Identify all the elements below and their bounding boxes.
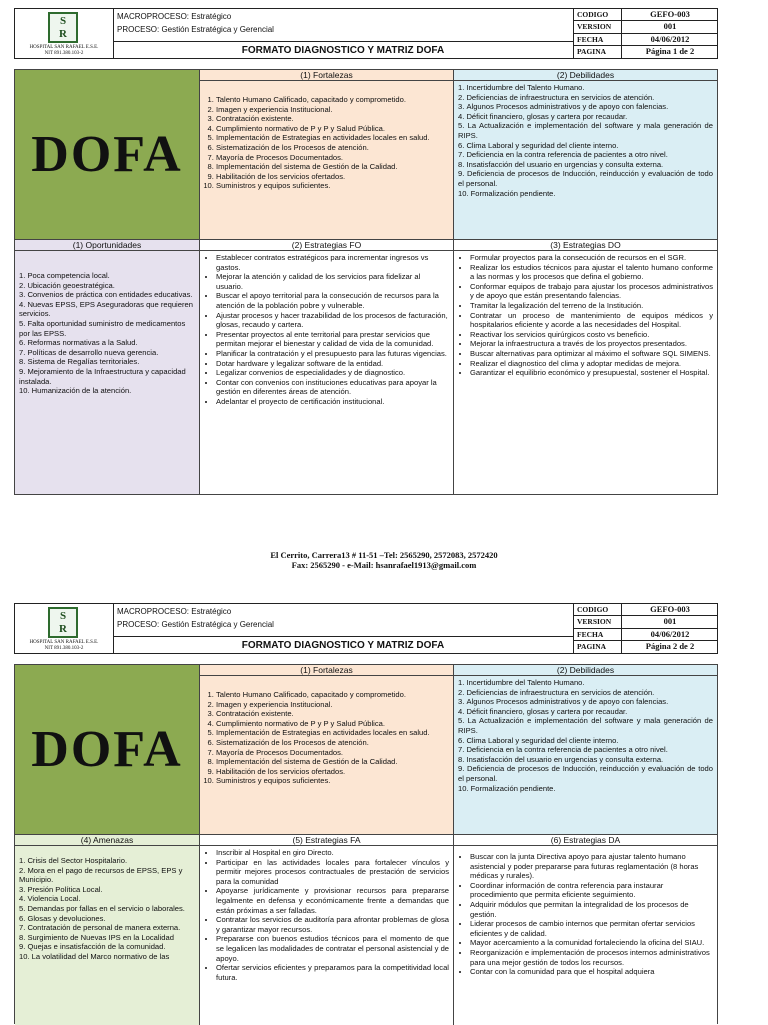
codigo-value: GEFO-003 (621, 9, 718, 20)
list-item: • Realizar los estudios técnicos para ajustar el talento humano conforme a las normas y los procesos que defina el gobierno. (470, 263, 713, 282)
oportunidades-title: (1) Oportunidades (15, 240, 199, 251)
pagina-value: Página 1 de 2 (621, 46, 718, 58)
pagina-value: Página 2 de 2 (621, 641, 718, 653)
hospital-logo: S R HOSPITAL SAN RAFAEL E.S.E. NIT 891.380.103-2 (15, 604, 114, 653)
list-item: 9. Deficiencia de procesos de Inducción, reinducción y evaluación de todo el personal. (458, 764, 713, 783)
list-item: 2. Imagen y experiencia Institucional. (216, 105, 449, 115)
estrategias-fo-list (204, 253, 449, 407)
list-item: 3. Contratación existente. (216, 114, 449, 124)
estrategias-fo-box (200, 240, 454, 494)
estrategias-da-title: (6) Estrategias DA (454, 835, 717, 846)
list-item: 7. Deficiencia en la contra referencia de pacientes a otro nivel. (458, 150, 713, 160)
list-item: • Contratar un proceso de mantenimiento de equipos médicos y hospitalarios eficiente y acorde a las necesidades del Hospital. (470, 311, 713, 330)
debilidades-box (454, 665, 717, 835)
document-title: FORMATO DIAGNOSTICO Y MATRIZ DOFA (113, 636, 573, 651)
list-item: 4. Cumplimiento normativo de P y P y Salud Pública. (216, 719, 449, 729)
list-item: 7. Deficiencia en la contra referencia de pacientes a otro nivel. (458, 745, 713, 755)
page-footer (0, 550, 768, 570)
dofa-matrix-2 (14, 664, 718, 1024)
list-item: • Buscar con la junta Directiva apoyo para ajustar talento humano asistencial y poder prepararse para futuras reglamentación (8 horas médicas y rurales). (470, 852, 713, 881)
list-item: 4. Déficit financiero, glosas y cartera por recaudar. (458, 112, 713, 122)
list-item: 4. Cumplimiento normativo de P y P y Salud Pública. (216, 124, 449, 134)
list-item: 2. Imagen y experiencia Institucional. (216, 700, 449, 710)
fortalezas-title: (1) Fortalezas (200, 665, 453, 676)
list-item: 5. Implementación de Estrategias en actividades locales en salud. (216, 133, 449, 143)
amenazas-box (15, 835, 200, 1025)
list-item: • Reactivar los servicios quirúrgicos costo vs beneficio. (470, 330, 713, 340)
list-item: • Ajustar procesos y hacer trazabilidad de los procesos de facturación, glosas, recaudo y cartera. (216, 311, 449, 330)
estrategias-do-box (454, 240, 717, 494)
macroproceso: MACROPROCESO: Estratégico (117, 607, 232, 616)
fortalezas-box (200, 70, 454, 240)
list-item: • Contar con convenios con instituciones educativas para apoyar la gestión en diferentes áreas de atención. (216, 378, 449, 397)
list-item: 7. Mayoría de Procesos Documentados. (216, 748, 449, 758)
estrategias-fa-title: (5) Estrategias FA (200, 835, 453, 846)
list-item: 2. Ubicación geoestratégica. (19, 281, 195, 291)
document-header-2 (14, 603, 718, 654)
list-item: • Garantizar el equilibrio económico y presupuestal, sostener el Hospital. (470, 368, 713, 378)
list-item: 3. Contratación existente. (216, 709, 449, 719)
fortalezas-title: (1) Fortalezas (200, 70, 453, 81)
list-item: 7. Políticas de desarrollo nueva gerencia. (19, 348, 195, 358)
list-item: • Presentar proyectos al ente territorial para prestar servicios que permitan mejorar el bienestar y calidad de vida de la comunidad. (216, 330, 449, 349)
list-item: 1. Incertidumbre del Talento Humano. (458, 83, 713, 93)
list-item: • Inscribir al Hospital en giro Directo. (216, 848, 449, 858)
list-item: • Mejorar la infraestructura a través de los proyectos presentados. (470, 339, 713, 349)
list-item: 7. Contratación de personal de manera externa. (19, 923, 195, 933)
estrategias-fo-title: (2) Estrategias FO (200, 240, 453, 251)
list-item: 10. Suministros y equipos suficientes. (216, 776, 449, 786)
fecha-value: 04/06/2012 (621, 34, 718, 45)
list-item: 6. Reformas normativas a la Salud. (19, 338, 195, 348)
list-item: 1. Poca competencia local. (19, 271, 195, 281)
list-item: 3. Convenios de práctica con entidades educativas. (19, 290, 195, 300)
list-item: 8. Insatisfacción del usuario en urgencias y consulta externa. (458, 755, 713, 765)
list-item: • Participar en las actividades locales para fortalecer vínculos y permitir mejores procesos contractuales de prestación de servicios para la comunidad (216, 858, 449, 887)
list-item: 6. Sistematización de los Procesos de atención. (216, 738, 449, 748)
amenazas-title: (4) Amenazas (15, 835, 199, 846)
list-item: 2. Mora en el pago de recursos de EPSS, EPS y Municipio. (19, 866, 195, 885)
list-item: 1. Incertidumbre del Talento Humano. (458, 678, 713, 688)
document-header (14, 8, 718, 59)
list-item: 1. Crisis del Sector Hospitalario. (19, 856, 195, 866)
list-item: 6. Clima Laboral y seguridad del cliente interno. (458, 141, 713, 151)
document-meta: CODIGO GEFO-003 VERSION 001 FECHA 04/06/2012 PAGINA Página 2 de 2 (573, 604, 717, 653)
list-item: 5. La Actualización e implementación del software y mala generación de RIPS. (458, 716, 713, 735)
list-item: • Liderar procesos de cambio internos que permitan ofertar servicios eficientes y de calidad. (470, 919, 713, 938)
list-item: 9. Habilitación de los servicios ofertados. (216, 767, 449, 777)
footer-contact: Fax: 2565290 - e-Mail: hsanrafael1913@gmail.com (291, 560, 477, 570)
list-item: • Adelantar el proyecto de certificación institucional. (216, 397, 449, 407)
dofa-matrix-1 (14, 69, 718, 495)
amenazas-list (19, 856, 195, 962)
list-item: • Contar con la comunidad para que el hospital adquiera (470, 967, 713, 977)
list-item: 8. Insatisfacción del usuario en urgencias y consulta externa. (458, 160, 713, 170)
list-item: 7. Mayoría de Procesos Documentados. (216, 153, 449, 163)
fecha-value: 04/06/2012 (621, 629, 718, 640)
list-item: • Apoyarse jurídicamente y provisionar recursos para prepararse legalmente en defensa y económicamente frente a demandas que están próximas a ser falladas. (216, 886, 449, 915)
list-item: • Prepararse con buenos estudios técnicos para el momento de que se legalicen las modalidades de contratar el personal asistencial y de apoyo. (216, 934, 449, 963)
list-item: 5. La Actualización e implementación del software y mala generación de RIPS. (458, 121, 713, 140)
list-item: • Adquirir módulos que permitan la integralidad de los procesos de gestión. (470, 900, 713, 919)
list-item: • Legalizar convenios de especialidades y de diagnostico. (216, 368, 449, 378)
debilidades-list (458, 678, 713, 793)
list-item: • Reorganización e implementación de procesos internos administrativos para una mejor gestión de todos los recursos. (470, 948, 713, 967)
list-item: • Conformar equipos de trabajo para ajustar los procesos administrativos y de apoyo que están presentando falencias. (470, 282, 713, 301)
list-item: 3. Algunos Procesos administrativos y de apoyo con falencias. (458, 102, 713, 112)
list-item: 9. Mejoramiento de la Infraestructura y capacidad instalada. (19, 367, 195, 386)
list-item: 10. La volatilidad del Marco normativo de las (19, 952, 195, 962)
list-item: 5. Implementación de Estrategias en actividades locales en salud. (216, 728, 449, 738)
fortalezas-box (200, 665, 454, 835)
list-item: • Buscar alternativas para optimizar al máximo el software SQL SIMENS. (470, 349, 713, 359)
list-item: 10. Humanización de la atención. (19, 386, 195, 396)
list-item: 9. Habilitación de los servicios ofertados. (216, 172, 449, 182)
list-item: 4. Nuevas EPSS, EPS Aseguradoras que requieren servicios. (19, 300, 195, 319)
estrategias-fa-box (200, 835, 454, 1025)
list-item: 10. Formalización pendiente. (458, 784, 713, 794)
list-item: • Tramitar la legalización del terreno de la Institución. (470, 301, 713, 311)
list-item: 1. Talento Humano Calificado, capacitado y comprometido. (216, 690, 449, 700)
document-meta: CODIGO GEFO-003 VERSION 001 FECHA 04/06/2012 PAGINA Página 1 de 2 (573, 9, 717, 58)
codigo-value: GEFO-003 (621, 604, 718, 615)
list-item: 1. Talento Humano Calificado, capacitado y comprometido. (216, 95, 449, 105)
list-item: 8. Surgimiento de Nuevas IPS en la Localidad (19, 933, 195, 943)
debilidades-title: (2) Debilidades (454, 665, 717, 676)
list-item: 2. Deficiencias de infraestructura en servicios de atención. (458, 93, 713, 103)
list-item: • Ofertar servicios eficientes y preparamos para la competitividad local futura. (216, 963, 449, 982)
list-item: 4. Déficit financiero, glosas y cartera por recaudar. (458, 707, 713, 717)
list-item: • Mejorar la atención y calidad de los servicios para fidelizar al usuario. (216, 272, 449, 291)
estrategias-do-list (458, 253, 713, 378)
list-item: • Planificar la contratación y el presupuesto para las futuras vigencias. (216, 349, 449, 359)
list-item: 6. Clima Laboral y seguridad del cliente interno. (458, 736, 713, 746)
list-item: 10. Suministros y equipos suficientes. (216, 181, 449, 191)
list-item: 9. Quejas e insatisfacción de la comunidad. (19, 942, 195, 952)
list-item: • Coordinar información de contra referencia para instaurar procedimiento que permita eficiente seguimiento. (470, 881, 713, 900)
list-item: • Formular proyectos para la consecución de recursos en el SGR. (470, 253, 713, 263)
footer-address: El Cerrito, Carrera13 # 11-51 –Tel: 2565290, 2572083, 2572420 (270, 550, 498, 560)
fortalezas-list (204, 95, 449, 191)
dofa-label: DOFA (15, 70, 200, 240)
list-item: • Realizar el diagnostico del clima y adoptar medidas de mejora. (470, 359, 713, 369)
list-item: • Contratar los servicios de auditoría para afrontar problemas de glosa y garantizar mayor recursos. (216, 915, 449, 934)
list-item: 4. Violencia Local. (19, 894, 195, 904)
hospital-logo: S R HOSPITAL SAN RAFAEL E.S.E. NIT 891.380.103-2 (15, 9, 114, 58)
debilidades-box (454, 70, 717, 240)
list-item: • Mayor acercamiento a la comunidad fortaleciendo la oficina del SIAU. (470, 938, 713, 948)
estrategias-fa-list (204, 848, 449, 982)
proceso: PROCESO: Gestión Estratégica y Gerencial (117, 25, 274, 34)
estrategias-da-box (454, 835, 717, 1025)
fortalezas-list (204, 690, 449, 786)
list-item: 10. Formalización pendiente. (458, 189, 713, 199)
estrategias-do-title: (3) Estrategias DO (454, 240, 717, 251)
list-item: 2. Deficiencias de infraestructura en servicios de atención. (458, 688, 713, 698)
document-title: FORMATO DIAGNOSTICO Y MATRIZ DOFA (113, 41, 573, 56)
list-item: 8. Implementación del sistema de Gestión de la Calidad. (216, 162, 449, 172)
oportunidades-list (19, 271, 195, 396)
list-item: 8. Implementación del sistema de Gestión de la Calidad. (216, 757, 449, 767)
list-item: • Establecer contratos estratégicos para incrementar ingresos vs gastos. (216, 253, 449, 272)
list-item: 5. Falta oportunidad suministro de medicamentos por las EPSS. (19, 319, 195, 338)
list-item: • Dotar hardware y legalizar software de la entidad. (216, 359, 449, 369)
list-item: 8. Sistema de Regalías territoriales. (19, 357, 195, 367)
oportunidades-box (15, 240, 200, 494)
proceso: PROCESO: Gestión Estratégica y Gerencial (117, 620, 274, 629)
macroproceso: MACROPROCESO: Estratégico (117, 12, 232, 21)
list-item: 6. Sistematización de los Procesos de atención. (216, 143, 449, 153)
version-value: 001 (621, 21, 718, 32)
version-value: 001 (621, 616, 718, 627)
list-item: • Buscar el apoyo territorial para la consecución de recursos para la atención de la población pobre y vulnerable. (216, 291, 449, 310)
debilidades-list (458, 83, 713, 198)
list-item: 3. Presión Política Local. (19, 885, 195, 895)
dofa-label: DOFA (15, 665, 200, 835)
list-item: 3. Algunos Procesos administrativos y de apoyo con falencias. (458, 697, 713, 707)
list-item: 9. Deficiencia de procesos de Inducción, reinducción y evaluación de todo el personal. (458, 169, 713, 188)
list-item: 6. Glosas y devoluciones. (19, 914, 195, 924)
debilidades-title: (2) Debilidades (454, 70, 717, 81)
estrategias-da-list (458, 852, 713, 977)
list-item: 5. Demandas por fallas en el servicio o laborales. (19, 904, 195, 914)
